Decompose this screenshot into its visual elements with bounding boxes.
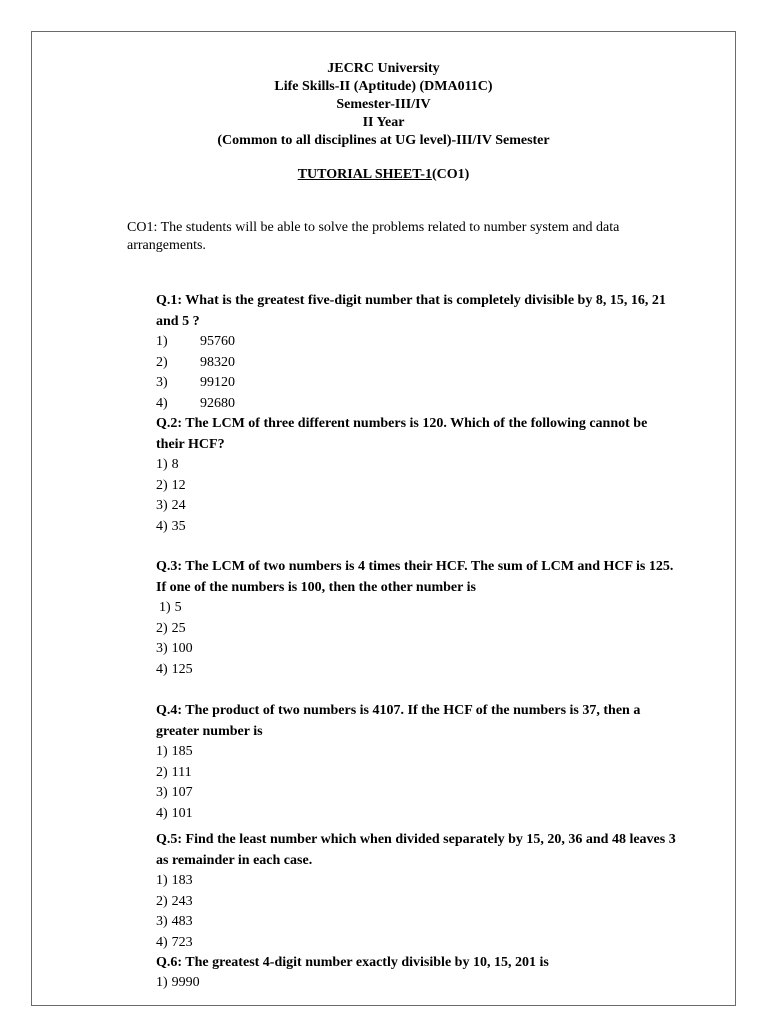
option-item [156, 455, 676, 476]
option-number: 4) [156, 395, 168, 411]
question-4 [156, 700, 676, 824]
option-value: 111 [171, 764, 192, 780]
question-text: Q.3: The LCM of two numbers is 4 times their HCF. The sum of LCM and HCF is 125. If one of the numbers is 100, then the other number is [156, 559, 674, 595]
option-item [156, 517, 676, 538]
option-value: 723 [171, 934, 193, 950]
option-value: 243 [171, 893, 193, 909]
options-list [156, 598, 676, 680]
option-value: 92680 [200, 395, 235, 411]
option-number: 1) [156, 975, 168, 990]
option-value: 483 [171, 914, 193, 929]
sheet-title-main: TUTORIAL SHEET-1 [297, 167, 432, 182]
common-note: (Common to all disciplines at UG level)-III/IV Semester [217, 133, 550, 148]
options-list [156, 742, 676, 824]
option-number: 2) [156, 477, 168, 493]
option-number: 1) [156, 873, 168, 888]
option-item [156, 871, 676, 892]
question-text: Q.2: The LCM of three different numbers is 120. Which of the following cannot be their HCF? [156, 416, 648, 452]
option-item [156, 476, 676, 497]
option-value: 95760 [200, 334, 235, 349]
option-value: 185 [171, 744, 193, 759]
sheet-title [32, 166, 735, 184]
option-value: 12 [171, 477, 186, 493]
option-number: 2) [156, 354, 168, 370]
option-value: 101 [171, 805, 193, 821]
option-value: 100 [171, 641, 193, 656]
option-value: 125 [171, 661, 193, 677]
option-item [156, 660, 676, 681]
option-item [156, 598, 676, 619]
course-outcome-text: CO1: The students will be able to solve the problems related to number system and data arrangements. [127, 220, 620, 253]
option-number: 1) [159, 600, 171, 615]
option-item [156, 892, 676, 913]
option-number: 4) [156, 805, 168, 821]
option-item [156, 373, 676, 394]
option-item [156, 496, 676, 517]
option-value: 99120 [200, 375, 235, 390]
option-value: 25 [171, 620, 186, 636]
document-header [32, 60, 735, 150]
question-text: Q.6: The greatest 4-digit number exactly divisible by 10, 15, 201 is [156, 955, 549, 970]
university-name: JECRC University [327, 61, 440, 76]
question-1 [156, 290, 676, 414]
question-6 [156, 952, 676, 994]
options-list [156, 332, 676, 414]
option-number: 1) [156, 744, 168, 759]
option-value: 24 [171, 498, 186, 513]
option-number: 4) [156, 518, 168, 534]
question-2 [156, 413, 676, 537]
option-item [156, 353, 676, 374]
option-value: 107 [171, 785, 193, 800]
option-value: 183 [171, 873, 193, 888]
option-item [156, 619, 676, 640]
option-value: 8 [171, 457, 179, 472]
option-value: 9990 [171, 975, 200, 990]
option-number: 2) [156, 764, 168, 780]
option-item [156, 912, 676, 933]
question-5 [156, 829, 676, 953]
option-item [156, 763, 676, 784]
question-3 [156, 556, 676, 680]
option-number: 3) [156, 641, 168, 656]
option-number: 3) [156, 914, 168, 929]
option-number: 1) [156, 334, 168, 349]
option-item [156, 639, 676, 660]
option-value: 98320 [200, 354, 235, 370]
option-value: 35 [171, 518, 186, 534]
option-item [156, 394, 676, 415]
option-value: 5 [174, 600, 182, 615]
sheet-title-suffix: (CO1) [431, 167, 470, 182]
question-text: Q.4: The product of two numbers is 4107. If the HCF of the numbers is 37, then a greater number is [156, 703, 641, 739]
option-item [156, 742, 676, 763]
option-number: 1) [156, 457, 168, 472]
question-text: Q.5: Find the least number which when divided separately by 15, 20, 36 and 48 leaves 3 as remainder in each case. [156, 832, 676, 868]
option-item [156, 804, 676, 825]
option-item [156, 332, 676, 353]
options-list [156, 871, 676, 953]
options-list [156, 973, 676, 994]
option-item [156, 973, 676, 994]
semester-label: Semester-III/IV [336, 97, 431, 112]
option-item [156, 933, 676, 954]
option-number: 3) [156, 498, 168, 513]
option-number: 3) [156, 785, 168, 800]
option-number: 4) [156, 661, 168, 677]
document-page [31, 31, 736, 1006]
option-number: 3) [156, 375, 168, 390]
year-label: II Year [362, 115, 405, 130]
options-list [156, 455, 676, 537]
course-title: Life Skills-II (Aptitude) (DMA011C) [274, 79, 493, 94]
option-number: 2) [156, 620, 168, 636]
question-text: Q.1: What is the greatest five-digit number that is completely divisible by 8, 15, 16, 21 and 5 ? [156, 293, 666, 329]
option-number: 2) [156, 893, 168, 909]
option-item [156, 783, 676, 804]
option-number: 4) [156, 934, 168, 950]
